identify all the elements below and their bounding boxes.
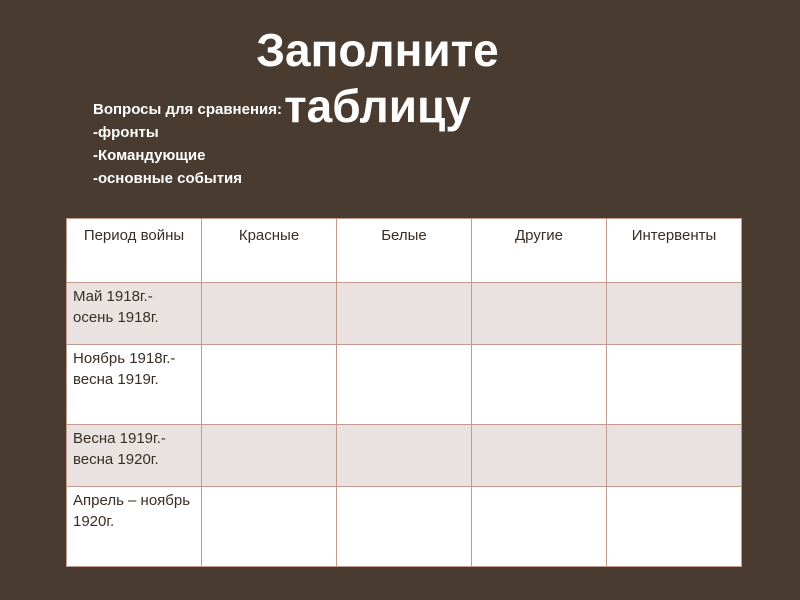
header-period: Период войны xyxy=(67,219,202,283)
whites-cell xyxy=(337,487,472,567)
others-cell xyxy=(472,487,607,567)
interventionists-cell xyxy=(607,345,742,425)
whites-cell xyxy=(337,345,472,425)
header-reds: Красные xyxy=(202,219,337,283)
interventionists-cell xyxy=(607,283,742,345)
period-cell: Май 1918г.- осень 1918г. xyxy=(67,283,202,345)
table-row xyxy=(67,283,742,345)
slide-title-line-2: таблицу xyxy=(284,80,471,132)
period-cell: Апрель – ноябрь 1920г. xyxy=(67,487,202,567)
others-cell xyxy=(472,345,607,425)
whites-cell xyxy=(337,425,472,487)
slide-title-line-1: Заполните xyxy=(256,24,499,76)
interventionists-cell xyxy=(607,487,742,567)
others-cell xyxy=(472,425,607,487)
period-cell: Ноябрь 1918г.- весна 1919г. xyxy=(67,345,202,425)
reds-cell xyxy=(202,487,337,567)
question-item-fronts: -фронты xyxy=(93,124,159,141)
header-others: Другие xyxy=(472,219,607,283)
whites-cell xyxy=(337,283,472,345)
reds-cell xyxy=(202,283,337,345)
period-cell: Весна 1919г.- весна 1920г. xyxy=(67,425,202,487)
others-cell xyxy=(472,283,607,345)
table-row xyxy=(67,345,742,425)
reds-cell xyxy=(202,425,337,487)
table-header-row xyxy=(67,219,742,283)
reds-cell xyxy=(202,345,337,425)
header-interventionists: Интервенты xyxy=(607,219,742,283)
question-item-events: -основные события xyxy=(93,170,243,187)
table-row xyxy=(67,487,742,567)
comparison-table xyxy=(66,218,742,567)
questions-heading: Вопросы для сравнения: xyxy=(93,101,282,118)
interventionists-cell xyxy=(607,425,742,487)
comparison-questions xyxy=(93,98,282,190)
table-row xyxy=(67,425,742,487)
question-item-commanders: -Командующие xyxy=(93,147,206,164)
header-whites: Белые xyxy=(337,219,472,283)
